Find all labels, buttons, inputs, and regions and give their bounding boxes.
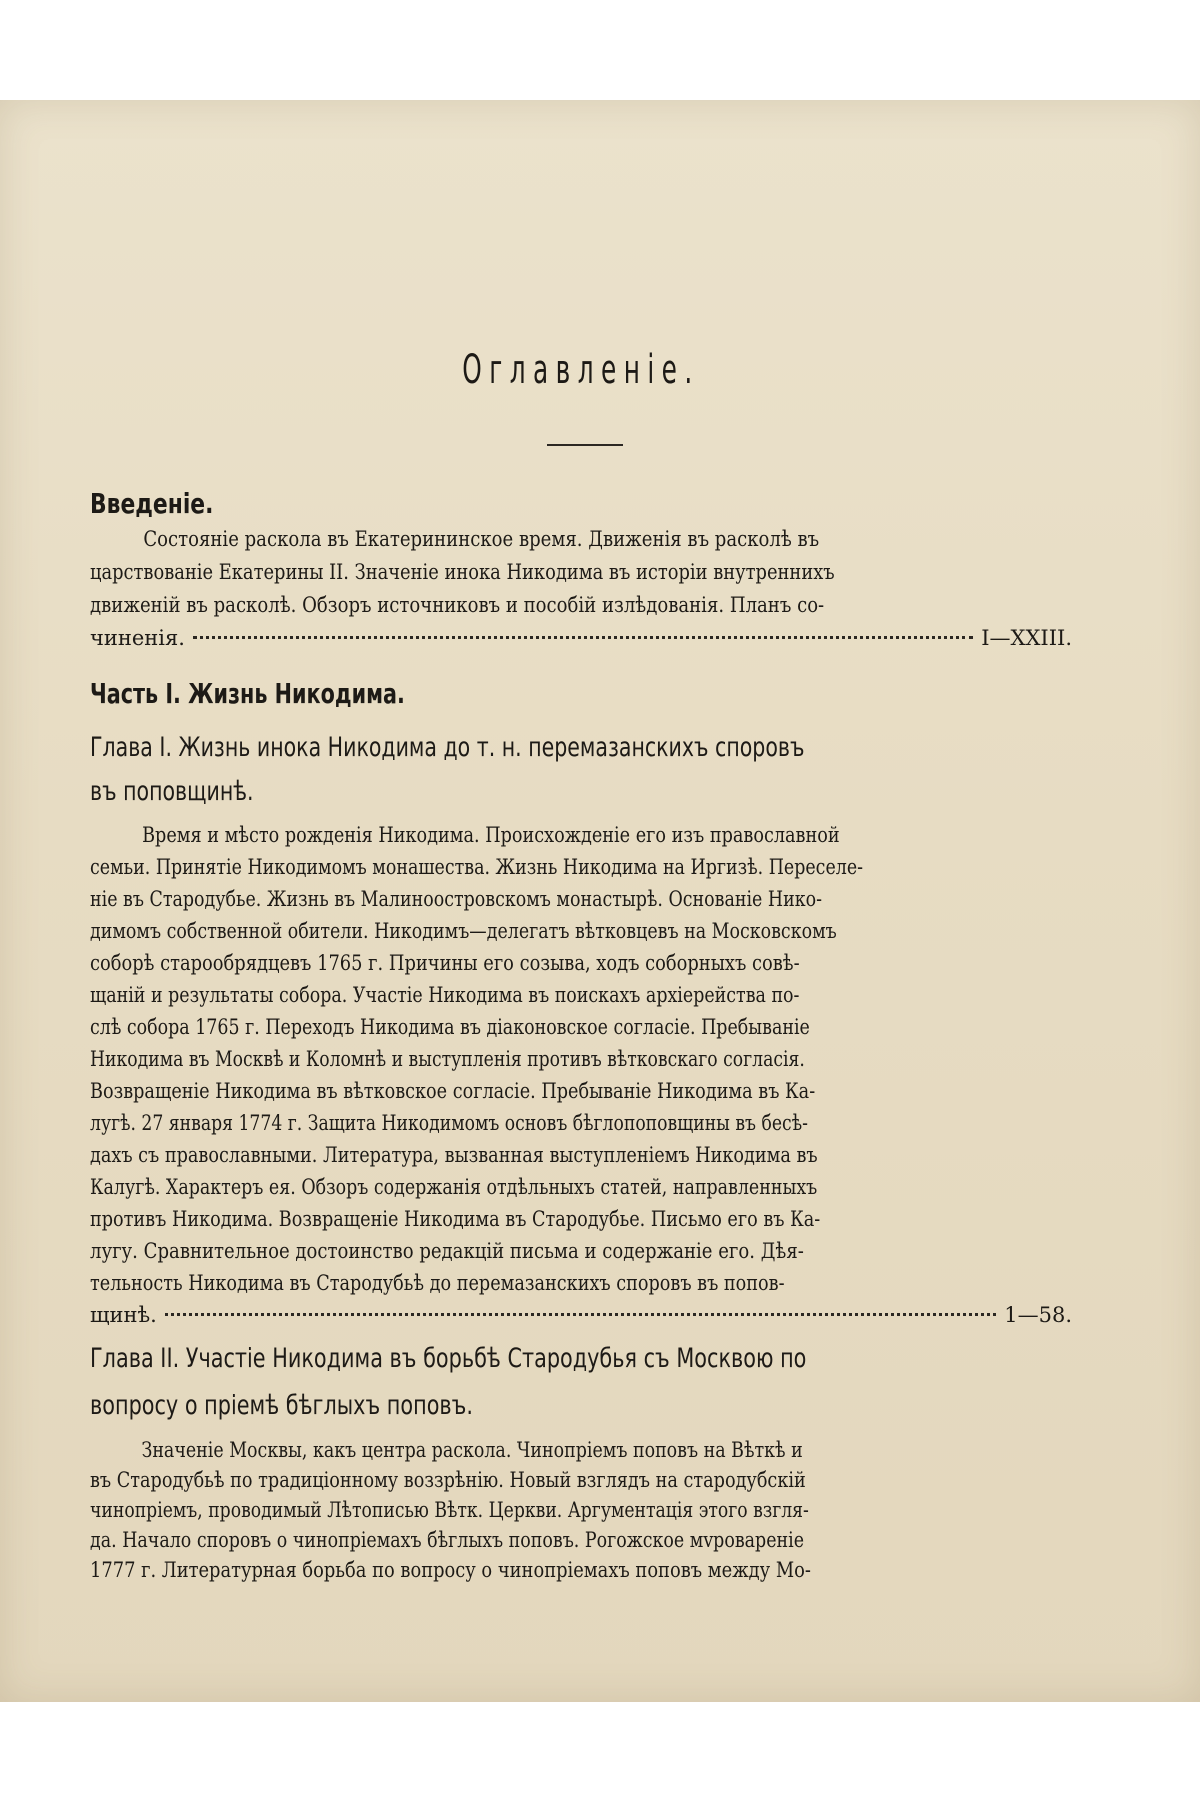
ch2-line-2: въ Стародубьѣ по традиціонному воззрѣнію. Новый взглядъ на стародубскій xyxy=(90,1468,806,1492)
ch1-last-text: щинѣ. xyxy=(90,1303,157,1327)
ch1-line-11: дахъ съ православными. Литература, вызванная выступленіемъ Никодима въ xyxy=(90,1143,818,1167)
page-content xyxy=(90,100,1072,1702)
part-heading: Часть I. Жизнь Никодима. xyxy=(90,677,405,710)
intro-line-2: царствованіе Екатерины II. Значеніе инока Никодима въ исторіи внутреннихъ xyxy=(90,560,835,584)
ch1-line-12: Калугѣ. Характеръ ея. Обзоръ содержанія отдѣльныхъ статей, направленныхъ xyxy=(90,1175,818,1199)
chapter1-title-line-1: Глава I. Жизнь инока Никодима до т. н. перемазанскихъ споровъ xyxy=(90,732,805,763)
ch1-line-14: лугу. Сравнительное достоинство редакцій письма и содержаніе его. Дѣя- xyxy=(90,1239,804,1263)
ch2-line-5: 1777 г. Литературная борьба по вопросу о чинопріемахъ поповъ между Мо- xyxy=(90,1558,811,1582)
dot-leader xyxy=(193,636,973,639)
ch1-line-1: Время и мѣсто рожденія Никодима. Происхожденіе его изъ православной xyxy=(142,823,840,847)
ch2-line-1: Значеніе Москвы, какъ центра раскола. Чинопріемъ поповъ на Вѣткѣ и xyxy=(141,1438,803,1462)
chapter1-title-line-2: въ поповщинѣ. xyxy=(90,776,254,807)
intro-line-3: движеній въ расколѣ. Обзоръ источниковъ и пособій излѣдованія. Планъ со- xyxy=(90,593,825,617)
ch1-pages: 1—58. xyxy=(1004,1303,1072,1327)
intro-last-text: чиненія. xyxy=(90,626,185,650)
title-rule xyxy=(547,444,623,446)
intro-last-line xyxy=(90,621,1072,655)
ch1-line-8: Никодима въ Москвѣ и Коломнѣ и выступленія противъ вѣтковскаго согласія. xyxy=(90,1047,805,1071)
ch1-line-2: семьи. Принятіе Никодимомъ монашества. Жизнь Никодима на Иргизѣ. Переселе- xyxy=(90,855,864,879)
ch1-line-3: ніе въ Стародубье. Жизнь въ Малиноостровскомъ монастырѣ. Основаніе Нико- xyxy=(90,887,823,911)
ch1-last-line xyxy=(90,1298,1072,1332)
ch1-line-13: противъ Никодима. Возвращеніе Никодима въ Стародубье. Письмо его въ Ка- xyxy=(90,1207,821,1231)
ch1-line-15: тельность Никодима въ Стародубьѣ до перемазанскихъ споровъ въ попов- xyxy=(90,1271,785,1295)
ch2-line-3: чинопріемъ, проводимый Лѣтописью Вѣтк. Церкви. Аргументація этого взгля- xyxy=(90,1498,809,1522)
ch1-line-9: Возвращеніе Никодима въ вѣтковское согласіе. Пребываніе Никодима въ Ка- xyxy=(90,1079,816,1103)
intro-line-1: Состояніе раскола въ Екатерининское время. Движенія въ расколѣ въ xyxy=(143,527,820,551)
ch1-line-7: слѣ собора 1765 г. Переходъ Никодима въ діаконовское согласіе. Пребываніе xyxy=(90,1015,810,1039)
dot-leader xyxy=(165,1313,996,1316)
chapter2-title-line-1: Глава II. Участіе Никодима въ борьбѣ Стародубья съ Москвою по xyxy=(90,1343,807,1374)
ch1-line-4: димомъ собственной обители. Никодимъ—делегатъ вѣтковцевъ на Московскомъ xyxy=(90,919,837,943)
ch1-line-6: щаній и результаты собора. Участіе Никодима въ поискахъ архіерейства по- xyxy=(90,983,800,1007)
page-title: Оглавленіе. xyxy=(462,347,700,393)
book-page xyxy=(0,100,1200,1702)
chapter2-title-line-2: вопросу о пріемѣ бѣглыхъ поповъ. xyxy=(90,1390,473,1421)
ch1-line-5: соборѣ старообрядцевъ 1765 г. Причины его созыва, ходъ соборныхъ совѣ- xyxy=(90,951,800,975)
intro-pages: I—XXIII. xyxy=(981,626,1072,650)
ch2-line-4: да. Начало споровъ о чинопріемахъ бѣглыхъ поповъ. Рогожское мvровареніе xyxy=(90,1528,805,1552)
introduction-heading: Введеніе. xyxy=(90,487,214,520)
ch1-line-10: лугѣ. 27 января 1774 г. Защита Никодимомъ основъ бѣглопоповщины въ бесѣ- xyxy=(90,1111,808,1135)
